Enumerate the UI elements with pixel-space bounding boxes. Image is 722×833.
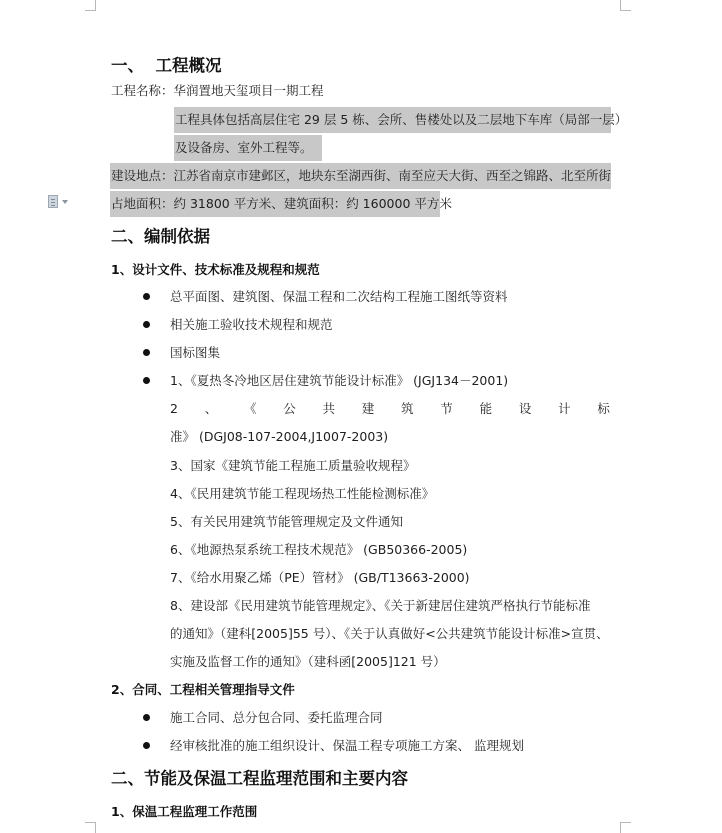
standard-item: 5、有关民用建筑节能管理规定及文件通知: [170, 514, 403, 529]
crop-mark-bottom-left: [85, 822, 96, 833]
list-item: 总平面图、建筑图、保温工程和二次结构工程施工图纸等资料: [170, 289, 508, 304]
char: 计: [558, 401, 571, 416]
bullet: [143, 714, 150, 721]
bullet: [143, 349, 150, 356]
standard-item-2-line-1: [170, 400, 610, 418]
bullet: [143, 377, 150, 384]
char: 能: [479, 401, 493, 416]
standard-item-8-line-3: 实施及监督工作的通知》（建科函[2005]121 号）: [170, 654, 446, 669]
bullet: [143, 742, 150, 749]
scope-line-1: 工程具体包括高层住宅 29 层 5 栋、会所、售楼处以及二层地下车库（局部一层）: [175, 112, 628, 127]
list-item: 经审核批准的施工组织设计、保温工程专项施工方案、 监理规划: [170, 738, 524, 753]
list-item: 国标图集: [170, 345, 221, 360]
standard-item: 7、《给水用聚乙烯（PE）管材》 (GB/T13663-2000): [170, 570, 470, 585]
char: 《: [243, 401, 257, 416]
standard-item: 4、《民用建筑节能工程现场热工性能检测标准》: [170, 486, 435, 501]
chevron-down-icon: [62, 200, 68, 204]
subheading-insulation-scope: 1、保温工程监理工作范围: [111, 804, 258, 819]
char: 共: [322, 401, 336, 416]
list-item: 施工合同、总分包合同、委托监理合同: [170, 710, 383, 725]
char: 、: [204, 401, 218, 416]
standard-item: 3、国家《建筑节能工程施工质量验收规程》: [170, 458, 416, 473]
document-icon: [48, 195, 58, 208]
heading-project-overview: 一、 工程概况: [111, 56, 222, 75]
standard-item: 6、《地源热泵系统工程技术规范》 (GB50366-2005): [170, 542, 468, 557]
site-area: 占地面积：约 31800 平方米、建筑面积：约 160000 平方米: [111, 196, 452, 211]
standard-item-8-line-2: 的通知》（建科[2005]55 号）、《关于认真做好<公共建筑节能设计标准>宣贯、: [170, 626, 609, 641]
project-name: 工程名称：华润置地天玺项目一期工程: [111, 83, 324, 98]
crop-mark-top-left: [85, 0, 96, 11]
subheading-contracts: 2、合同、工程相关管理指导文件: [111, 682, 295, 697]
paragraph-options-button[interactable]: [48, 195, 68, 208]
char: 公: [283, 401, 296, 416]
char: 2: [170, 401, 178, 416]
char: 设: [518, 401, 532, 416]
crop-mark-top-right: [620, 0, 631, 11]
list-item: 相关施工验收技术规程和规范: [170, 317, 333, 332]
bullet: [143, 321, 150, 328]
list-item: 1、《夏热冬冷地区居住建筑节能设计标准》 (JGJ134－2001): [170, 373, 509, 388]
bullet: [143, 293, 150, 300]
standard-item-8-line-1: 8、建设部《民用建筑节能管理规定》、《关于新建居住建筑严格执行节能标准: [170, 598, 591, 613]
heading-scope: 二、节能及保温工程监理范围和主要内容: [111, 769, 408, 788]
scope-line-2: 及设备房、室外工程等。: [175, 140, 313, 155]
char: 建: [361, 401, 375, 416]
construction-location: 建设地点：江苏省南京市建邺区，地块东至湖西街、南至应天大街、西至之锦路、北至所街: [111, 168, 612, 183]
char: 筑: [401, 401, 414, 416]
standard-item-2-line-2: 准》 (DGJ08-107-2004,J1007-2003): [170, 429, 389, 444]
char: 标: [597, 401, 610, 416]
char: 节: [440, 401, 453, 416]
crop-mark-bottom-right: [620, 822, 631, 833]
subheading-design-files: 1、设计文件、技术标准及规程和规范: [111, 262, 320, 277]
heading-basis: 二、编制依据: [111, 227, 210, 246]
